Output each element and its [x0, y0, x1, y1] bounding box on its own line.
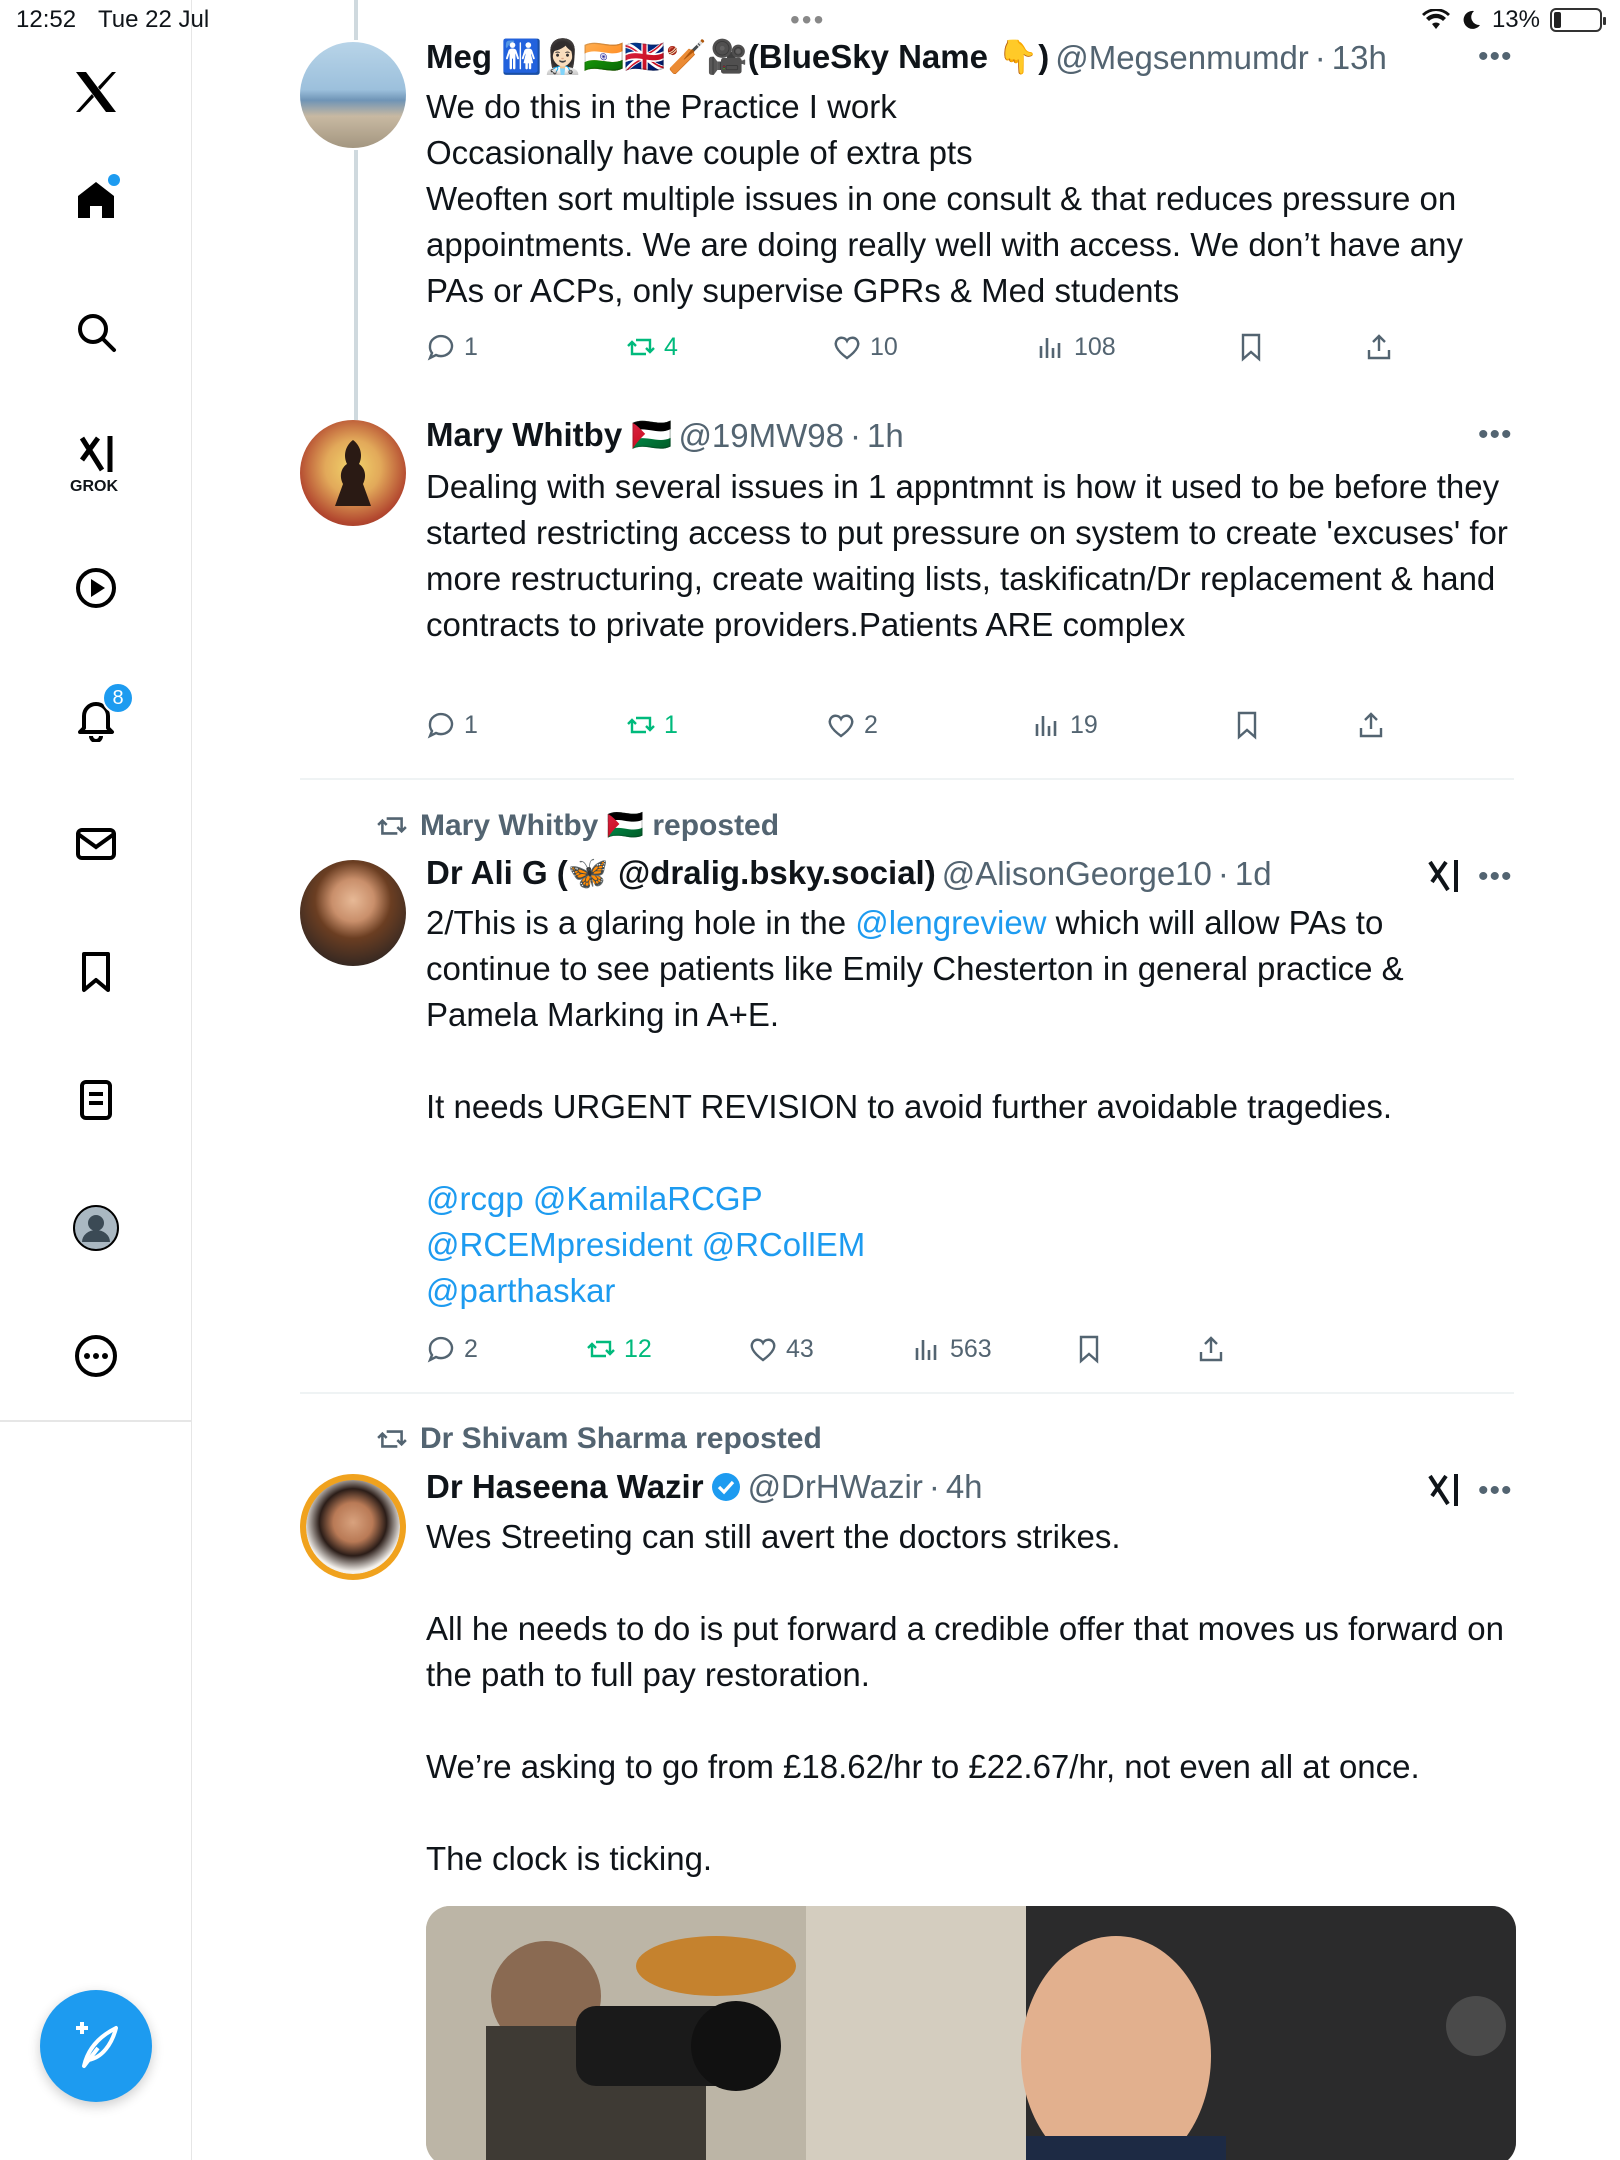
author-name[interactable]: Dr Haseena Wazir — [426, 1468, 704, 1505]
avatar[interactable] — [300, 42, 406, 148]
mention-link[interactable]: @lengreview — [855, 904, 1047, 941]
bookmarks-icon[interactable] — [64, 940, 128, 1004]
search-icon[interactable] — [64, 300, 128, 364]
tweet-text-part: 2/This is a glaring hole in the — [426, 904, 856, 941]
avatar[interactable] — [300, 420, 406, 526]
verified-badge-icon — [710, 1471, 742, 1503]
author-handle[interactable]: @AlisonGeorge10 — [941, 854, 1212, 892]
repost-icon — [376, 810, 408, 842]
author-name[interactable]: Meg 🚻👩🏻‍⚕️🇮🇳🇬🇧🏏🎥(BlueSky Name 👇) — [426, 38, 1050, 75]
share-upload-icon — [1196, 1334, 1226, 1364]
tweet-time[interactable]: 1h — [867, 416, 904, 454]
author-handle[interactable]: @Megsenmumdr — [1055, 38, 1309, 76]
dot-separator: · — [1314, 38, 1326, 76]
moon-icon — [1460, 9, 1482, 31]
bookmark-icon — [1236, 332, 1266, 362]
author-handle[interactable]: @DrHWazir — [747, 1468, 923, 1505]
tweet-actions — [426, 1334, 1516, 1374]
tweet-time[interactable]: 1d — [1234, 854, 1272, 892]
repost-indicator[interactable] — [376, 1422, 822, 1456]
dot-separator: · — [850, 416, 861, 454]
status-date: Tue 22 Jul — [98, 6, 210, 33]
notifications-badge: 8 — [102, 682, 134, 714]
dot-separator: · — [1217, 854, 1229, 892]
multitasking-dots-icon[interactable]: ••• — [790, 4, 826, 35]
messages-mail-icon[interactable] — [64, 812, 128, 876]
heart-icon — [826, 710, 856, 740]
repost-icon — [626, 710, 656, 740]
x-logo-icon[interactable] — [64, 60, 128, 124]
view-count: 108 — [1074, 332, 1116, 361]
like-count: 10 — [870, 332, 898, 361]
repost-button[interactable] — [626, 710, 678, 740]
view-count: 19 — [1070, 710, 1098, 739]
tweet-text: We do this in the Practice I work Occasionally have couple of extra pts Weoften sort multiple issues in one consult & that reduces pressure on appointments. We are doing really well with access. We don’t have any PAs or ACPs, only supervise GPRs & Med students — [426, 88, 1463, 309]
share-button[interactable] — [1364, 332, 1394, 362]
bookmark-button[interactable] — [1232, 710, 1262, 740]
like-button[interactable] — [748, 1334, 814, 1364]
status-right — [1422, 6, 1602, 34]
like-button[interactable] — [826, 710, 878, 740]
grok-explain-icon[interactable] — [1424, 1470, 1464, 1510]
reply-count: 1 — [464, 332, 478, 361]
reply-bubble-icon — [426, 332, 456, 362]
author-handle[interactable]: @19MW98 — [678, 416, 844, 454]
bookmark-button[interactable] — [1236, 332, 1266, 362]
repost-count: 12 — [624, 1334, 652, 1363]
reposted-by-label: Dr Shivam Sharma reposted — [420, 1422, 822, 1455]
lists-icon[interactable] — [64, 1068, 128, 1132]
battery-percent: 13% — [1491, 6, 1540, 33]
home-unread-dot — [108, 174, 120, 186]
status-bar — [0, 0, 1620, 40]
share-button[interactable] — [1196, 1334, 1226, 1364]
bookmark-button[interactable] — [1074, 1334, 1104, 1364]
bookmark-icon — [1232, 710, 1262, 740]
repost-icon — [586, 1334, 616, 1364]
thread-connector — [354, 0, 358, 40]
more-options-icon[interactable]: ••• — [1478, 40, 1513, 73]
tweet-time[interactable]: 4h — [945, 1468, 983, 1505]
grok-icon[interactable] — [64, 422, 128, 486]
dot-separator: · — [928, 1468, 940, 1505]
reply-count: 1 — [464, 710, 478, 739]
heart-icon — [748, 1334, 778, 1364]
reply-button[interactable] — [426, 332, 478, 362]
views-chart-icon — [1032, 710, 1062, 740]
compose-post-button[interactable] — [40, 1990, 152, 2102]
repost-count: 1 — [664, 710, 678, 739]
share-upload-icon — [1364, 332, 1394, 362]
reply-bubble-icon — [426, 710, 456, 740]
reply-button[interactable] — [426, 1334, 478, 1364]
more-options-icon[interactable] — [64, 1324, 128, 1388]
grok-label: GROK — [70, 478, 118, 495]
views-chart-icon — [1036, 332, 1066, 362]
tweet-media-image[interactable] — [426, 1906, 1516, 2160]
bookmark-icon — [1074, 1334, 1104, 1364]
views-chart-icon — [912, 1334, 942, 1364]
tweet-text: Dealing with several issues in 1 appntmnt is how it used to be before they started restricting access to put pressure on system to create 'excuses' for more restructuring, create waiting lists, taskificatn/Dr replacement & hand contracts to private providers.Patients ARE complex — [426, 468, 1518, 643]
avatar[interactable] — [300, 1474, 406, 1580]
heart-icon — [832, 332, 862, 362]
like-count: 43 — [786, 1334, 814, 1363]
mention-links[interactable]: @rcgp @KamilaRCGP — [426, 1180, 763, 1217]
reply-count: 2 — [464, 1334, 478, 1363]
like-button[interactable] — [832, 332, 898, 362]
repost-icon — [376, 1423, 408, 1455]
profile-avatar-icon[interactable] — [64, 1196, 128, 1260]
repost-button[interactable] — [626, 332, 678, 362]
more-options-icon[interactable]: ••• — [1478, 1474, 1513, 1507]
like-count: 2 — [864, 710, 878, 739]
more-options-icon[interactable]: ••• — [1478, 418, 1513, 451]
view-count: 563 — [950, 1334, 992, 1363]
tweet-actions — [426, 332, 1516, 372]
mention-links[interactable]: @RCEMpresident @RCollEM — [426, 1226, 866, 1263]
reply-button[interactable] — [426, 710, 478, 740]
tweet-text-part: which will allow PAs to continue to see patients like Emily Chesterton in general practice & Pamela Marking in A+E. It needs URGENT REVISION to avoid further avoidable tragedies. — [426, 904, 1404, 1125]
author-name[interactable]: Mary Whitby 🇵🇸 — [426, 416, 673, 453]
views-button[interactable] — [1036, 332, 1116, 362]
share-button[interactable] — [1356, 710, 1386, 740]
home-icon[interactable] — [64, 168, 128, 232]
tweet-divider — [300, 778, 1514, 780]
tweet-text — [426, 900, 1516, 1314]
wifi-icon — [1422, 9, 1450, 31]
tweet-actions — [426, 710, 1516, 750]
battery-icon — [1550, 8, 1602, 32]
reply-bubble-icon — [426, 1334, 456, 1364]
video-icon[interactable] — [64, 556, 128, 620]
views-button[interactable] — [912, 1334, 992, 1364]
repost-button[interactable] — [586, 1334, 652, 1364]
repost-count: 4 — [664, 332, 678, 361]
reposted-by-label: Mary Whitby 🇵🇸 reposted — [420, 809, 780, 842]
avatar[interactable] — [300, 860, 406, 966]
author-name[interactable]: Dr Ali G (🦋 @dralig.bsky.social) — [426, 854, 936, 891]
repost-icon — [626, 332, 656, 362]
tweet-divider — [300, 1392, 1514, 1394]
thread-connector — [354, 150, 358, 420]
grok-explain-icon[interactable] — [1424, 856, 1464, 896]
repost-indicator[interactable] — [376, 808, 779, 843]
tweet-text: Wes Streeting can still avert the doctors strikes. All he needs to do is put forward a credible offer that moves us forward on the path to full pay restoration. We’re asking to go from £18.62/hr to £22.67/hr, not even all at once. The clock is ticking. — [426, 1518, 1504, 1877]
views-button[interactable] — [1032, 710, 1098, 740]
status-time: 12:52 — [16, 6, 77, 33]
sidebar — [0, 0, 192, 2160]
notifications-bell-icon[interactable] — [64, 686, 128, 750]
share-upload-icon — [1356, 710, 1386, 740]
mention-links[interactable]: @parthaskar — [426, 1272, 616, 1309]
compose-feather-icon — [68, 2018, 124, 2074]
sidebar-divider — [0, 1420, 192, 1422]
more-options-icon[interactable]: ••• — [1478, 860, 1513, 893]
tweet-time[interactable]: 13h — [1331, 38, 1387, 76]
